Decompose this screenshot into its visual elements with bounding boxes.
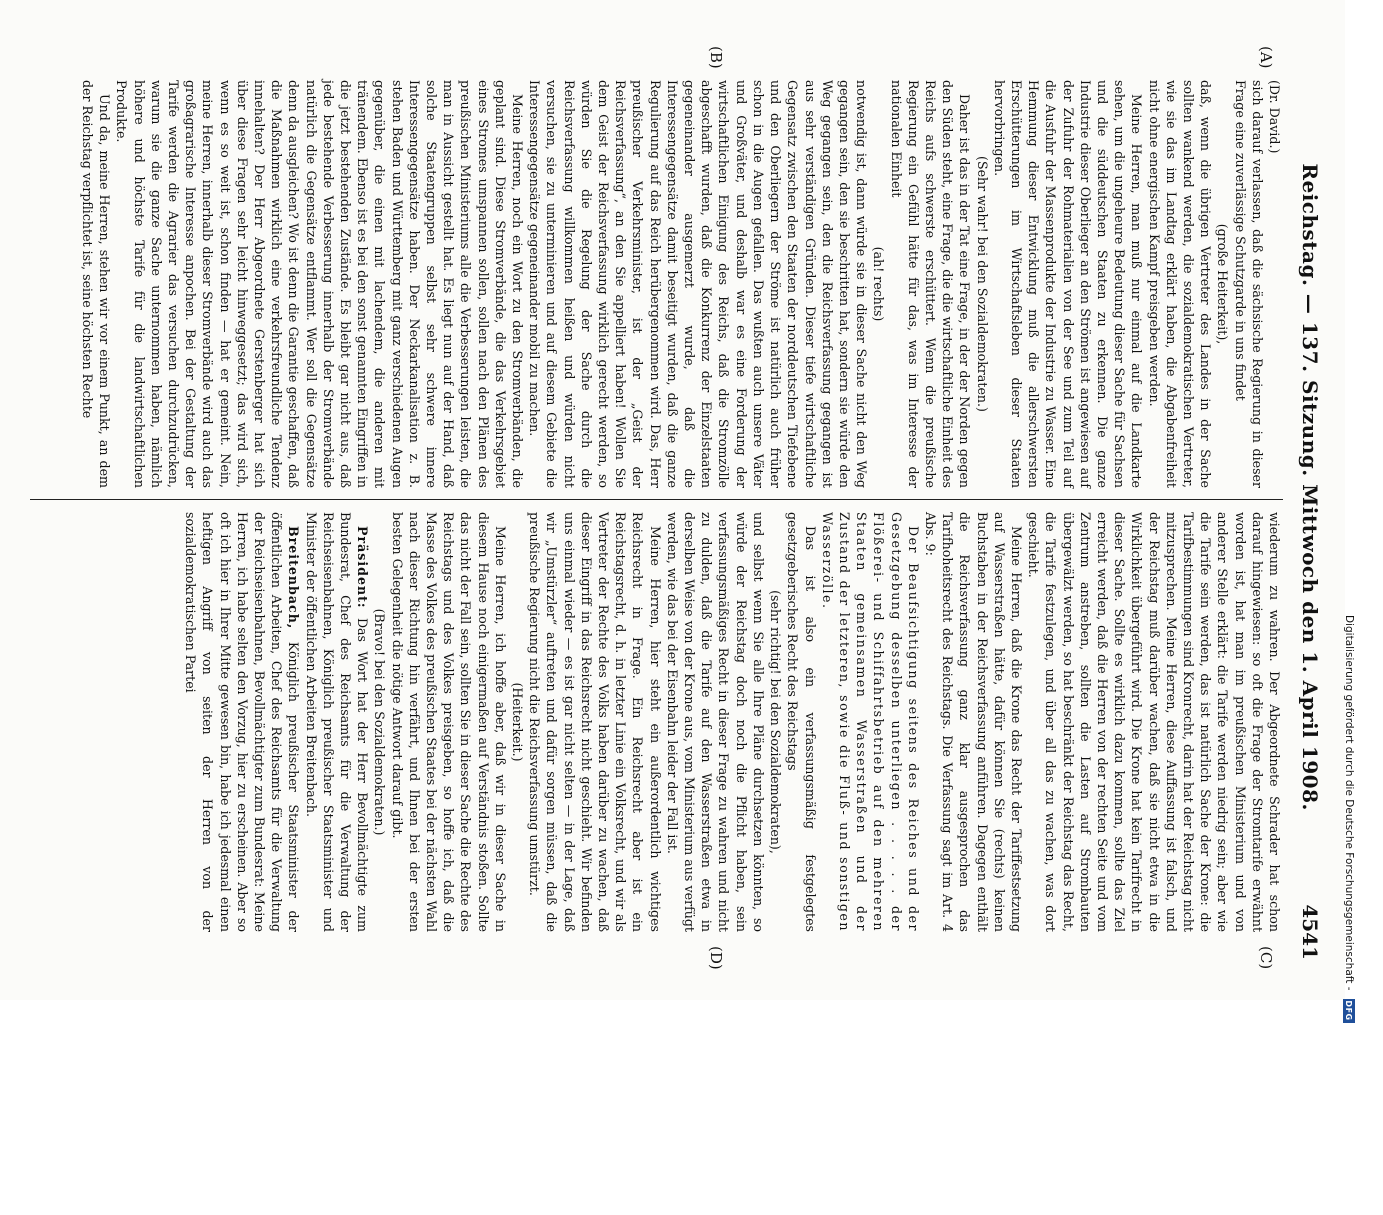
president-label: Präsident: (355, 526, 371, 609)
paragraph: notwendig ist, dann würde sie in dieser Sache nicht den Weg gegangen sein, den sie beschritten hat, sondern sie würde den Weg gegangen sein, den die Reichsverfassung gegangen ist aus sehr verständigen Gründen. Dieser tiefe wirtschaftliche Gegensatz zwischen den Staaten der norddeutschen Tiefebene und den Oberliegern der Ströme ist natürlich auch früher schon in die Augen gefallen. Das wußten auch unsere Väter und Großväter, und deshalb war es eine Forderung der wirtschaftlichen Einigung des Reichs, daß die Stromzölle abgeschafft wurden, daß die Konkurrenz der Einzelstaaten gegeneinander ausgemerzt wurde, daß die Interessengegensätze damit beseitigt wurden, daß die ganze Regulierung auf das Reich herübergenommen wird. Das, Herr preußischer Verkehrsminister, ist der „Geist der Reichsverfassung“, an den Sie appelliert haben! Wollen Sie dem Geist der Reichsverfassung wirklich gerecht werden, so würden Sie die Regelung der Sache durch die Reichsverfassung willkommen heißen und würden nicht versuchen, sie zu unterminieren und auf diesem Gebiete die Interessengegensätze gegeneinander mobil zu machen. (527, 80, 870, 488)
paragraph: Meine Herren, hier steht ein außerordentlich wichtiges Reichsrecht in Frage. Ein Reichsrecht aber ist ein Reichstagsrecht, d. h. in letzter Linie ein Volksrecht, und wir als Vertreter der Rechte des Volks haben darüber zu wachen, daß dieser Eingriff in das Reichsrecht nicht geschieht. Wir befinden uns einmal wieder — es ist gar nicht selten — in der Lage, daß wir „Umstürzler“ auftreten und dafür sorgen müssen, daß die preußische Regierung nicht die Reichsverfassung umstürzt. (527, 512, 663, 932)
speaker-label: Breitenbach, (286, 526, 302, 630)
page-number: 4541 (1298, 904, 1322, 960)
paragraph: wiederum zu wahren. Der Abgeordnete Schrader hat schon darauf hingewiesen: so oft die Frage der Stromtarife erwähnt worden ist, hat man im preußischen Ministerium und von anderer Stelle erklärt: die Tarife werden niedrig sein; aber wie die Tarife sein werden, das ist natürlich Sache der Krone: die Tarifbestimmungen sind Kronrecht, darin hat der Reichstag nicht mitzusprechen. Meine Herren, diese Auffassung ist falsch, und der Reichstag muß darüber wachen, daß sie nicht etwa in die Wirklichkeit übergeführt wird. Die Krone hat kein Tarifrecht in dieser Sache. Sollte es wirklich dazu kommen, sollte das Ziel erreicht werden, daß die Herren von der rechten Seite und vom Zentrum anstreben, sollten die Lasten auf Strombauten übergewälzt werden, so hat beschränkt der Reichstag das Recht, die Tarife festzulegen, und über all das zu wachen, was dort geschieht. (1026, 512, 1282, 932)
margin-mark-d: (D) (707, 946, 725, 970)
left-column (20, 80, 1283, 488)
page-title: Reichstag. — 137. Sitzung. Mittwoch den 1. April 1908. (1298, 163, 1322, 811)
interjection: (sehr richtig! bei den Sozialdemokraten), (768, 590, 784, 854)
paragraph: und selbst wenn Sie alle Ihre Pläne durchsetzen könnten, so würde der Reichstag doch noch die Pflicht haben, sein verfassungsmäßiges Recht in dieser Frage zu wahren und nicht zu dulden, daß die Tarife auf den Wasserstraßen etwa in derselben Weise von der Krone aus, vom Ministerium aus verfügt werden, wie das bei der Eisenbahn leider der Fall ist. (664, 512, 766, 932)
speaker-text: Königlich preußischer Staatsminister der öffentlichen Arbeiten, Chef des Reichsamts für die Verwaltung der Reichseisenbahnen, Bevollmächtigter zum Bundesrat: Meine Herren, ich habe selten den Vorzug, hier zu erscheinen. Aber so oft ich hier in Ihrer Mitte gewesen bin, habe ich jedesmal einen heftigen Angriff von seiten der Herren von der sozialdemokratischen Partei (183, 512, 302, 932)
president-statement (302, 512, 371, 932)
right-column (20, 512, 1283, 932)
paragraph: Meine Herren, ich hoffe aber, daß wir in dieser Sache in diesem Hause noch einigermaßen auf Verständnis stoßen. Sollte das nicht der Fall sein, sollten Sie in dieser Sache die Rechte des Reichstags und des Volkes preisgeben, so hoffe ich, daß die Masse des Volkes des preußischen Staates bei der nächsten Wahl nach dieser Richtung hin verfährt, und Ihnen bei der ersten besten Gelegenheit die nötige Antwort darauf gibt. (389, 512, 508, 932)
paragraph: daß, wenn die übrigen Vertreter des Landes in der Sache sollten wankend werden, die sozialdemokratischen Vertreter, wie sie das im Landtag erklärt haben, die Abgabenfreiheit nicht ohne energischen Kampf preisgeben werden. (1146, 80, 1214, 488)
speaker-statement (182, 512, 302, 932)
margin-mark-a: (A) (1257, 46, 1275, 69)
paragraph: sich darauf verlassen, daß die sächsische Regierung in dieser Frage eine zuverlässige Schutzgarde in uns findet (1232, 80, 1265, 488)
paragraph: Und da, meine Herren, stehen wir vor einem Punkt, an dem der Reichstag verpflichtet ist, seine höchsten Rechte (79, 80, 113, 488)
margin-mark-b: (B) (707, 46, 725, 69)
digitization-credit (1342, 615, 1356, 1215)
paragraph: Das ist also ein verfassungsmäßig festgelegtes gesetzgeberisches Recht des Reichstags (785, 512, 818, 932)
quotation: Der Beaufsichtigung seitens des Reiches und der Gesetzgebung desselben unterliegen . . . . . der Flößerei- und Schiffahrtsbetrieb auf den mehreren Staaten gemeinsamen Wasserstraßen und der Zustand der letzteren, sowie die Fluß- und sonstigen Wasserzölle. (819, 512, 921, 932)
paragraph: Meine Herren, noch ein Wort zu den Stromverbänden, die geplant sind. Diese Stromverbände, die das Verkehrsgebiet eines Stromes umspannen sollen, sollen nach den Plänen des preußischen Ministeriums alle die Verbesserungen leisten, die man in Aussicht gestellt hat. Es liegt nun auf der Hand, daß solche Staatengruppen selbst sehr schwere innere Interessengegensätze haben. Der Neckarkanalisation z. B. stehen Baden und Württemberg mit ganz verschiedenen Augen gegenüber, die einen mit lachendem, die anderen mit tränendem. Ebenso ist es bei den sonst genannten Eingriffen in die jetzt bestehenden Zustände. Es bleibt gar nicht aus, daß jede bestehende Verbesserung innerhalb der Stromverbände natürlich die Gegensätze entflammt. Wer soll die Gegensätze denn da ausgleichen? Wo ist denn die Garantie geschaffen, daß die Maßnahmen wirklich eine verkehrsfreundliche Tendenz innehalten? Der Herr Abgeordnete Gerstenberger hat sich über diese Fragen sehr leicht hinweggesetzt; das wird sich, wenn es so weit ist, schon finden — hat er gemeint. Nein, meine Herren, innerhalb dieser Stromverbände wird auch das großagrarische Interesse anpochen. Bei der Gestaltung der Tarife werden die Agrarier das versuchen durchzudrücken, warum sie die ganze Sache unternommen haben, nämlich höhere und höchste Tarife für die landwirtschaftlichen Produkte. (114, 80, 526, 488)
paragraph: Daher ist das in der Tat eine Frage, in der der Norden gegen den Süden steht, eine Frage, die die wirtschaftliche Einheit des Reichs aufs schwerste erschüttert. Wenn die preußische Regierung ein Gefühl hätte für das, was im Interesse der nationalen Einheit (888, 80, 973, 488)
interjection: (große Heiterkeit), (1215, 223, 1231, 345)
interjection: (Heiterkeit.) (510, 682, 526, 762)
credit-text: Digitalisierung gefördert durch die Deutsche Forschungsgemeinschaft - (1343, 615, 1355, 991)
interjection: (Sehr wahr! bei den Sozialdemokraten.) (974, 156, 990, 412)
interjection: (ah! rechts) (871, 246, 887, 322)
column-divider (30, 499, 1283, 500)
paragraph: Meine Herren, daß die Krone das Recht der Tariffestsetzung auf Wasserstraßen hätte, dafür können Sie (rechts) keinen Buchstaben in der Reichsverfassung anführen. Dagegen enthält die Reichsverfassung ganz klar ausgesprochen das Tarifhoheitsrecht des Reichstags. Die Verfassung sagt im Art. 4 Abs. 9: (922, 512, 1024, 932)
president-text: Das Wort hat der Herr Bevollmächtigte zum Bundesrat, Chef des Reichsamts für die Verwaltung der Reichseisenbahnen, Königlich preußischer Staatsminister und Minister der öffentlichen Arbeiten Breitenbach. (303, 512, 371, 932)
dfg-logo: DFG (1344, 1000, 1354, 1021)
interjection: (Bravo! bei den Sozialdemokraten.) (372, 608, 388, 836)
margin-mark-c: (C) (1257, 946, 1275, 970)
page-header (1293, 70, 1327, 960)
speaker-tag: (Dr. David.) (1267, 80, 1282, 154)
paragraph: Meine Herren, man muß nur einmal auf die Landkarte sehen, um die ungeheure Bedeutung dieser Sache für Sachsen und die süddeutschen Staaten zu erkennen. Die ganze Industrie dieser Oberlieger an den Strömen ist angewiesen auf der Zufuhr der Rohmaterialien von der See und zum Teil auf die Ausfuhr der Massenprodukte der Industrie zu Wasser. Eine Hemmung dieser Entwicklung muß die allerschwersten Erschütterungen im Wirtschaftsleben dieser Staaten hervorbringen. (991, 80, 1145, 488)
